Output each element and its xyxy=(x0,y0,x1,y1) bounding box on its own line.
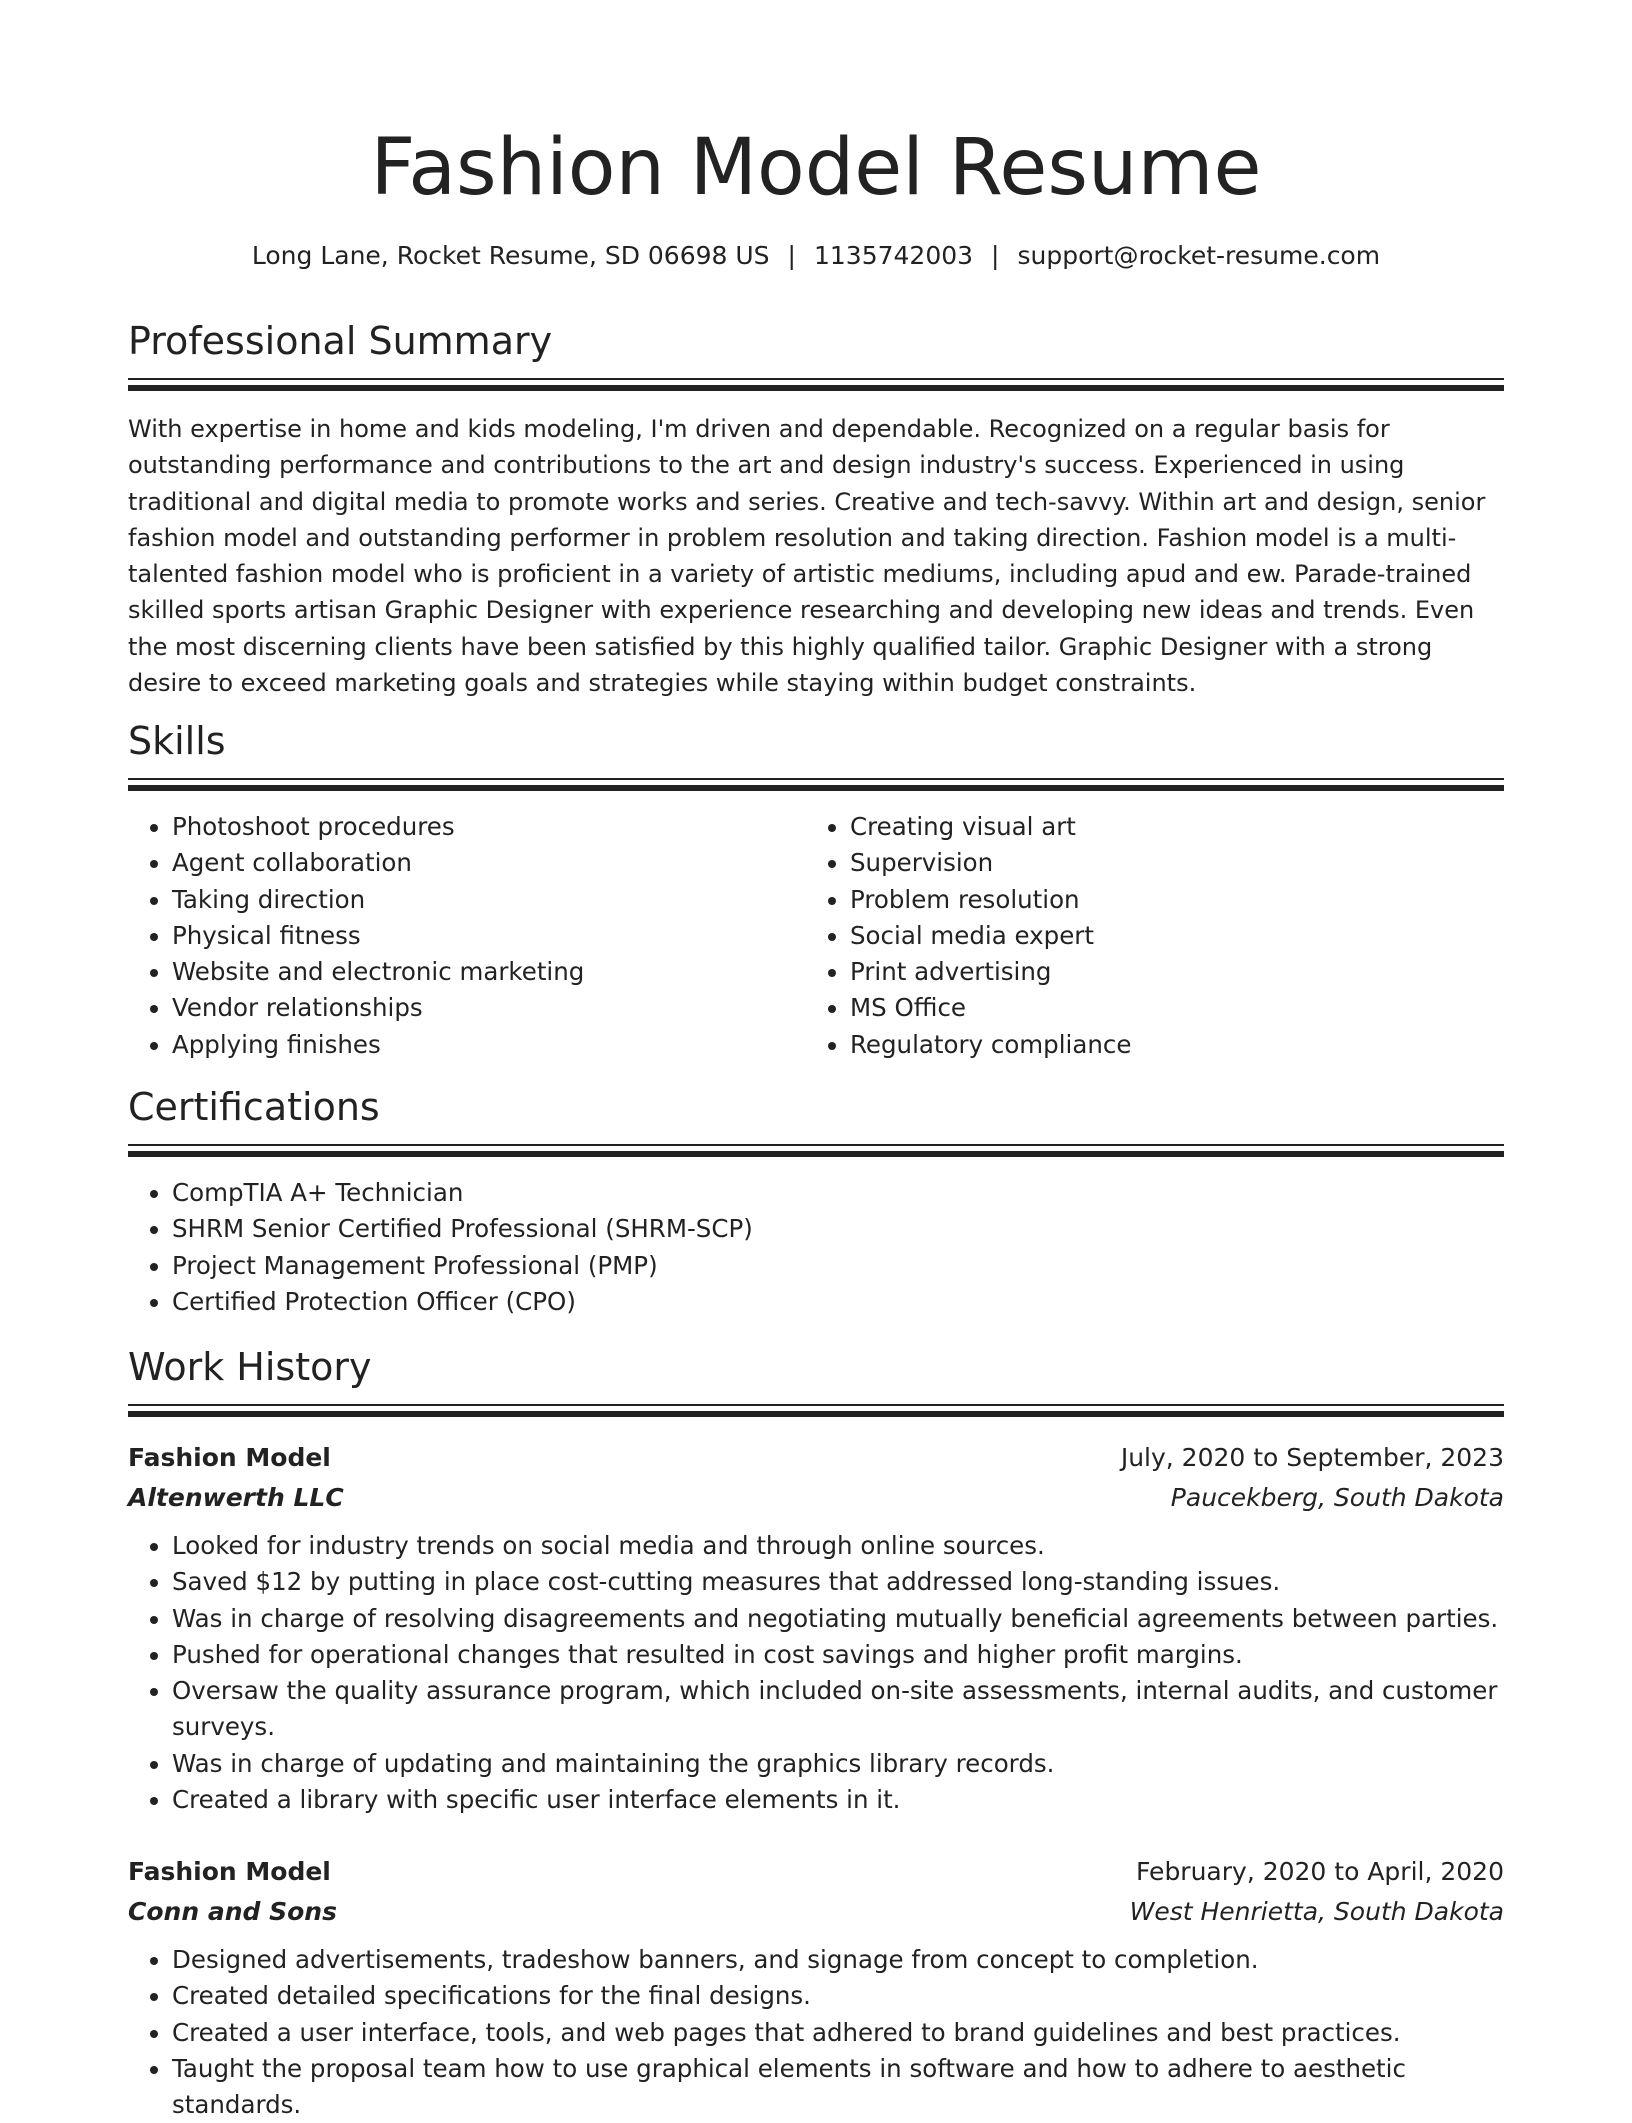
list-item: • Problem resolution xyxy=(850,882,1484,918)
certifications-list xyxy=(128,1175,1504,1320)
list-item: • Social media expert xyxy=(850,918,1484,954)
list-item: • Supervision xyxy=(850,845,1484,881)
work-history-section xyxy=(128,1342,1504,1415)
job-entry xyxy=(128,1438,1504,1818)
skills-section xyxy=(128,716,1504,1063)
certifications-section xyxy=(128,1082,1504,1320)
list-item: • Was in charge of resolving disagreements and negotiating mutually beneficial agreements between parties. xyxy=(172,1601,1504,1637)
list-item: • Agent collaboration xyxy=(172,845,806,881)
job-title: Fashion Model xyxy=(128,1443,331,1472)
job-company-row xyxy=(128,1478,1504,1518)
job-location: West Henrietta, South Dakota xyxy=(1129,1897,1504,1926)
job-company-row xyxy=(128,1892,1504,1932)
page-title: Fashion Model Resume xyxy=(370,123,1262,213)
list-item: • Was in charge of updating and maintaining the graphics library records. xyxy=(172,1746,1504,1782)
list-item: • Saved $12 by putting in place cost-cutting measures that addressed long-standing issues. xyxy=(172,1564,1504,1600)
section-divider xyxy=(128,778,1504,789)
list-item: • Taking direction xyxy=(172,882,806,918)
section-divider xyxy=(128,1144,1504,1155)
certifications-bullets xyxy=(128,1175,1504,1320)
contact-line xyxy=(128,238,1504,274)
skills-list xyxy=(128,809,806,1063)
summary-section xyxy=(128,316,1504,701)
section-divider xyxy=(128,1404,1504,1415)
job-bullets xyxy=(128,1942,1504,2123)
list-item: • Project Management Professional (PMP) xyxy=(172,1248,1504,1284)
list-item: • Physical fitness xyxy=(172,918,806,954)
separator: | xyxy=(787,241,796,270)
skills-column-right xyxy=(806,809,1484,1063)
job-bullets xyxy=(128,1528,1504,1818)
job-dates: July, 2020 to September, 2023 xyxy=(1120,1443,1504,1472)
list-item: • Looked for industry trends on social media and through online sources. xyxy=(172,1528,1504,1564)
list-item: • Pushed for operational changes that resulted in cost savings and higher profit margins. xyxy=(172,1637,1504,1673)
section-heading: Work History xyxy=(128,1345,372,1389)
skills-column-left xyxy=(128,809,806,1063)
list-item: • Designed advertisements, tradeshow banners, and signage from concept to completion. xyxy=(172,1942,1504,1978)
job-company: Conn and Sons xyxy=(128,1897,337,1926)
job-location: Paucekberg, South Dakota xyxy=(1170,1483,1504,1512)
section-heading: Certifications xyxy=(128,1085,380,1129)
job-header-row xyxy=(128,1438,1504,1478)
section-heading: Skills xyxy=(128,719,226,763)
list-item: • Website and electronic marketing xyxy=(172,954,806,990)
list-item: • Creating visual art xyxy=(850,809,1484,845)
email: support@rocket-resume.com xyxy=(1017,241,1381,270)
job-entry xyxy=(128,1852,1504,2123)
list-item: • Applying finishes xyxy=(172,1027,806,1063)
separator: | xyxy=(991,241,1000,270)
list-item: • Created detailed specifications for the final designs. xyxy=(172,1978,1504,2014)
job-dates: February, 2020 to April, 2020 xyxy=(1136,1857,1504,1886)
list-item: • Taught the proposal team how to use graphical elements in software and how to adhere to aesthetic standards. xyxy=(172,2051,1504,2123)
list-item: • CompTIA A+ Technician xyxy=(172,1175,1504,1211)
job-title: Fashion Model xyxy=(128,1857,331,1886)
section-divider xyxy=(128,378,1504,389)
list-item: • Created a user interface, tools, and web pages that adhered to brand guidelines and best practices. xyxy=(172,2015,1504,2051)
list-item: • Photoshoot procedures xyxy=(172,809,806,845)
list-item: • Print advertising xyxy=(850,954,1484,990)
job-company: Altenwerth LLC xyxy=(128,1483,344,1512)
list-item: • Certified Protection Officer (CPO) xyxy=(172,1284,1504,1320)
list-item: • Vendor relationships xyxy=(172,990,806,1026)
address: Long Lane, Rocket Resume, SD 06698 US xyxy=(251,241,770,270)
section-heading: Professional Summary xyxy=(128,319,553,363)
list-item: • Oversaw the quality assurance program, which included on-site assessments, internal audits, and customer surveys. xyxy=(172,1673,1504,1746)
summary-text: With expertise in home and kids modeling, I'm driven and dependable. Recognized on a regular basis for outstanding performance and contributions to the art and design industry's success. Experienced in using traditional and digital media to promote works and series. Creative and tech-savvy. Within art and design, senior fashion model and outstanding performer in problem resolution and taking direction. Fashion model is a multi-talented fashion model who is proficient in a variety of artistic mediums, including apud and ew. Parade-trained skilled sports artisan Graphic Designer with experience researching and developing new ideas and trends. Even the most discerning clients have been satisfied by this highly qualified tailor. Graphic Designer with a strong desire to exceed marketing goals and strategies while staying within budget constraints. xyxy=(128,415,1486,698)
skills-grid xyxy=(128,809,1504,1063)
list-item: • Regulatory compliance xyxy=(850,1027,1484,1063)
list-item: • SHRM Senior Certified Professional (SHRM-SCP) xyxy=(172,1211,1504,1247)
job-header-row xyxy=(128,1852,1504,1892)
skills-list xyxy=(806,809,1484,1063)
list-item: • Created a library with specific user interface elements in it. xyxy=(172,1782,1504,1818)
phone: 1135742003 xyxy=(813,241,974,270)
list-item: • MS Office xyxy=(850,990,1484,1026)
